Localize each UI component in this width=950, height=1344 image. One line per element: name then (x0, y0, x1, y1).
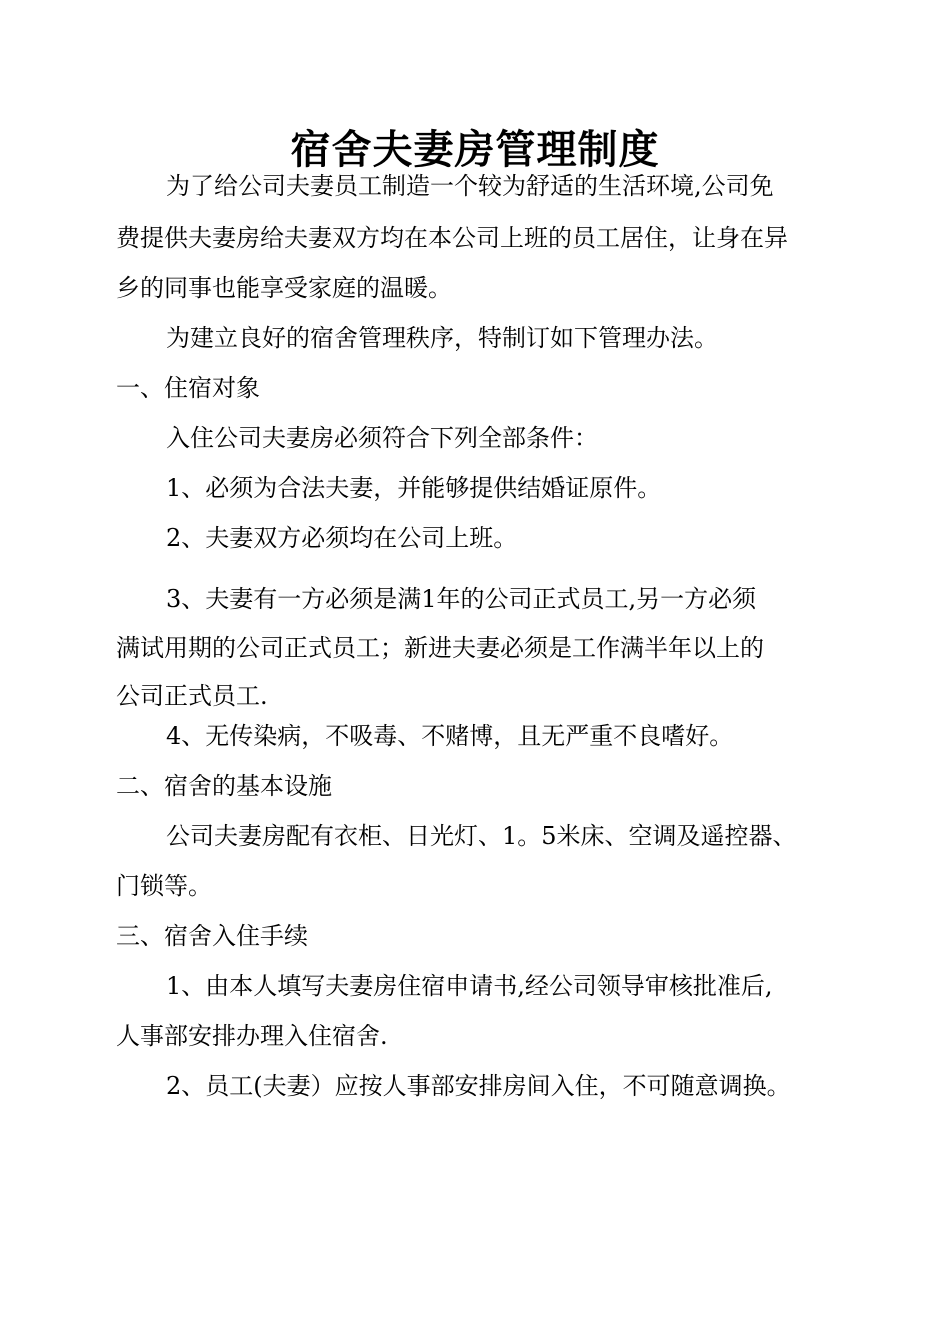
intro-line-2: 费提供夫妻房给夫妻双方均在本公司上班的员工居住，让身在异 (116, 224, 788, 252)
section-2-line-2: 门锁等。 (116, 872, 212, 900)
intro-line-3: 乡的同事也能享受家庭的温暖。 (116, 274, 452, 302)
intro-line-4: 为建立良好的宿舍管理秩序，特制订如下管理办法。 (166, 324, 718, 352)
section-3-item-1-line-1: 1、由本人填写夫妻房住宿申请书,经公司领导审核批准后, (166, 972, 773, 1000)
section-1-item-1: 1、必须为合法夫妻，并能够提供结婚证原件。 (166, 474, 662, 502)
intro-line-1: 为了给公司夫妻员工制造一个较为舒适的生活环境,公司免 (166, 172, 774, 200)
document-title: 宿舍夫妻房管理制度 (290, 127, 660, 173)
section-1-item-3-line-1: 3、夫妻有一方必须是满1年的公司正式员工,另一方必须 (166, 585, 757, 613)
section-1-line-1: 入住公司夫妻房必须符合下列全部条件： (166, 424, 598, 452)
section-3-item-1-line-2: 人事部安排办理入住宿舍. (116, 1022, 388, 1050)
section-2-line-1: 公司夫妻房配有衣柜、日光灯、1。5米床、空调及遥控器、 (166, 822, 797, 850)
section-1-item-3-line-2: 满试用期的公司正式员工；新进夫妻必须是工作满半年以上的 (116, 634, 764, 662)
section-3-item-2: 2、员工(夫妻）应按人事部安排房间入住，不可随意调换。 (166, 1072, 791, 1100)
section-1-item-2: 2、夫妻双方必须均在公司上班。 (166, 524, 518, 552)
section-heading-2: 二、宿舍的基本设施 (116, 772, 332, 800)
section-heading-3: 三、宿舍入住手续 (116, 922, 308, 950)
section-1-item-4: 4、无传染病，不吸毒、不赌博，且无严重不良嗜好。 (166, 722, 734, 750)
section-1-item-3-line-3: 公司正式员工. (116, 682, 268, 710)
section-heading-1: 一、住宿对象 (116, 374, 260, 402)
